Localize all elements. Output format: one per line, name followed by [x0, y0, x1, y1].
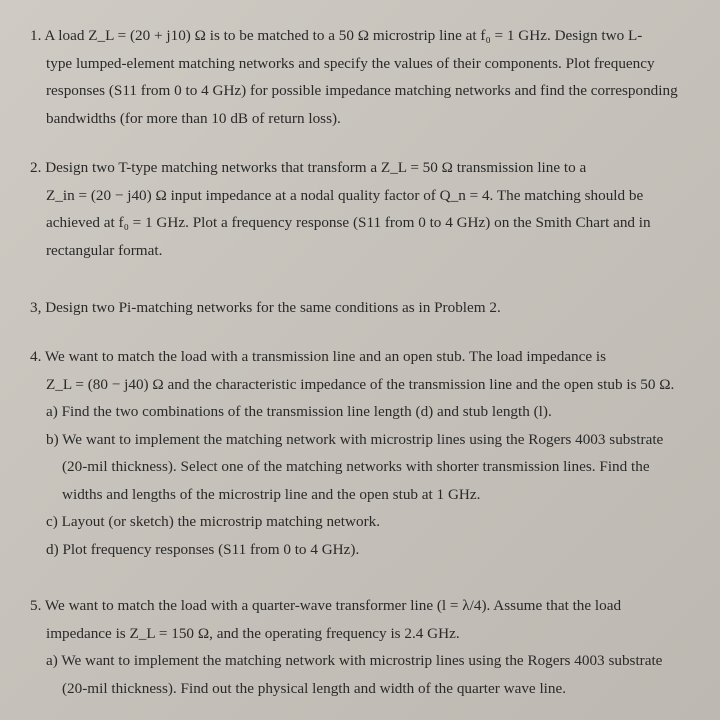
problem-4 — [30, 343, 692, 563]
problem-4-part-b-line-2: (20-mil thickness). Select one of the matching networks with shorter transmission lines. Find the — [62, 458, 650, 475]
problem-1-line-3: responses (S11 from 0 to 4 GHz) for possible impedance matching networks and find the corresponding — [46, 82, 678, 99]
problem-4-part-d: d) Plot frequency responses (S11 from 0 to 4 GHz). — [46, 540, 360, 558]
problem-5-part-a-line-2: (20-mil thickness). Find out the physical length and width of the quarter wave line. — [62, 679, 567, 697]
problem-number: 1. — [30, 27, 42, 44]
problem-4-part-a: a) Find the two combinations of the transmission line length (d) and stub length (l). — [46, 403, 552, 420]
problem-4-part-c: c) Layout (or sketch) the microstrip matching network. — [46, 513, 381, 530]
problem-number: 2. — [30, 159, 42, 176]
problem-4-line-1: 4. We want to match the load with a transmission line and an open stub. The load impedance is — [30, 343, 692, 371]
problem-4-line-2: Z_L = (80 − j40) Ω and the characteristic impedance of the transmission line and the open stub is 50 Ω. — [46, 375, 675, 393]
problem-1-line-4: bandwidths (for more than 10 dB of return loss). — [46, 109, 341, 127]
problem-number: 4. — [30, 348, 42, 365]
problem-5-line-2: impedance is Z_L = 150 Ω, and the operating frequency is 2.4 GHz. — [46, 624, 460, 642]
problem-3-line-1: 3, Design two Pi-matching networks for the same conditions as in Problem 2. — [30, 294, 692, 322]
problem-1 — [30, 22, 692, 132]
problem-4-part-b-line-3: widths and lengths of the microstrip line and the open stub at 1 GHz. — [62, 485, 481, 503]
problem-2-line-1: 2. Design two T-type matching networks that transform a Z_L = 50 Ω transmission line to a — [30, 154, 692, 182]
problem-1-line-1: 1. A load Z_L = (20 + j10) Ω is to be matched to a 50 Ω microstrip line at f₀ = 1 GHz. Design two L- — [30, 22, 692, 50]
problem-3 — [30, 294, 692, 322]
problem-5-part-a-line-1: a) We want to implement the matching network with microstrip lines using the Rogers 4003 substrate — [46, 652, 663, 669]
problem-2-line-2: Z_in = (20 − j40) Ω input impedance at a nodal quality factor of Q_n = 4. The matching should be — [46, 186, 644, 204]
problem-2-line-3: achieved at f₀ = 1 GHz. Plot a frequency response (S11 from 0 to 4 GHz) on the Smith Chart and in — [46, 214, 651, 231]
problem-4-part-b-line-1: b) We want to implement the matching network with microstrip lines using the Rogers 4003 substrate — [46, 430, 664, 448]
problem-5-line-1: 5. We want to match the load with a quarter-wave transformer line (l = λ/4). Assume that the load — [30, 592, 692, 620]
problem-number: 3, — [30, 299, 42, 316]
problem-2-line-4: rectangular format. — [46, 241, 163, 259]
problem-2 — [30, 154, 692, 264]
problem-5 — [30, 592, 692, 702]
problem-1-line-2: type lumped-element matching networks and specify the values of their components. Plot frequency — [46, 54, 655, 72]
problem-number: 5. — [30, 597, 42, 614]
